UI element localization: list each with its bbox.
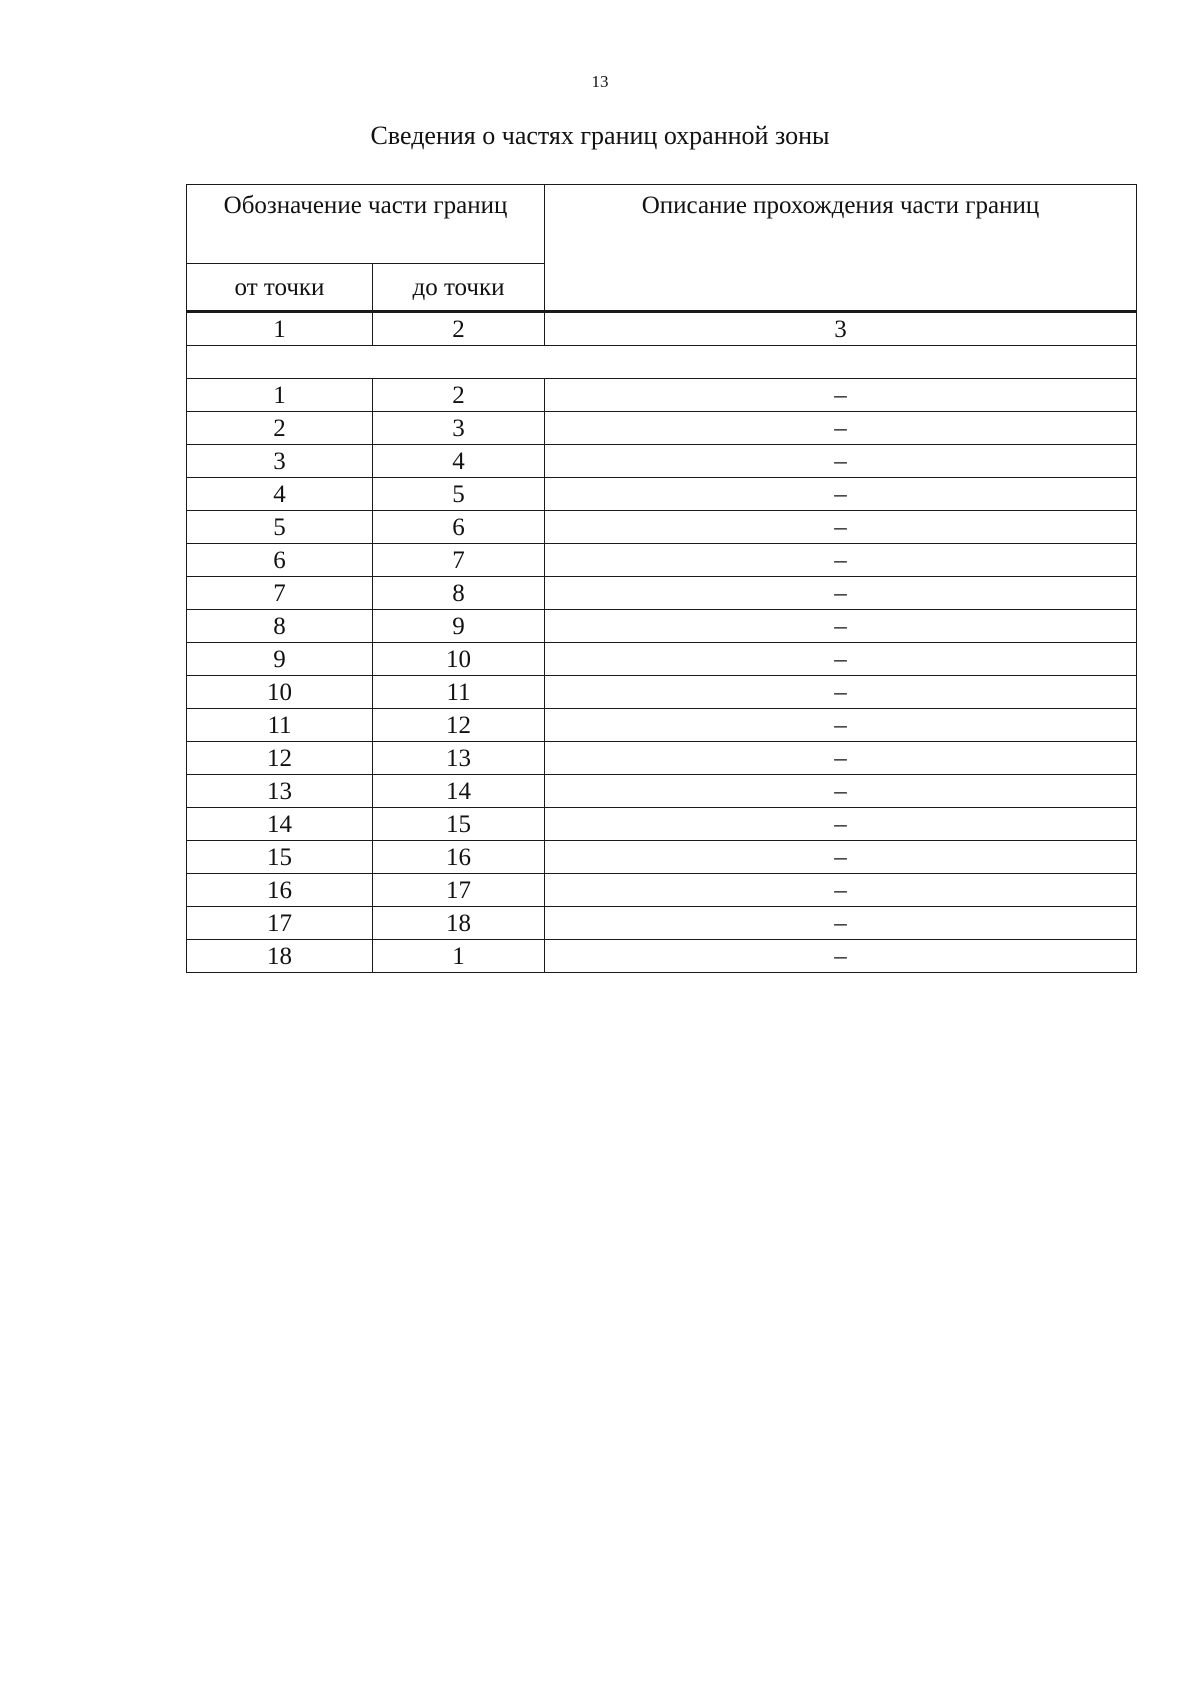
description-cell: – bbox=[545, 874, 1137, 907]
to-point-cell: 5 bbox=[373, 478, 545, 511]
to-point-cell: 14 bbox=[373, 775, 545, 808]
page-number: 13 bbox=[591, 72, 609, 91]
description-cell: – bbox=[545, 643, 1137, 676]
description-cell: – bbox=[545, 940, 1137, 973]
from-point-cell: 17 bbox=[187, 907, 373, 940]
header-description: Описание прохождения части границ bbox=[545, 185, 1137, 312]
table-row bbox=[187, 610, 1137, 643]
to-point-cell: 6 bbox=[373, 511, 545, 544]
column-number-row bbox=[187, 312, 1137, 346]
table-row bbox=[187, 643, 1137, 676]
table-row bbox=[187, 511, 1137, 544]
column-number-3: 3 bbox=[545, 312, 1137, 346]
table-row bbox=[187, 775, 1137, 808]
to-point-cell: 8 bbox=[373, 577, 545, 610]
empty-cell bbox=[187, 346, 1137, 379]
page-title: Сведения о частях границ охранной зоны bbox=[370, 121, 830, 150]
description-cell: – bbox=[545, 775, 1137, 808]
from-point-cell: 6 bbox=[187, 544, 373, 577]
to-point-cell: 13 bbox=[373, 742, 545, 775]
description-cell: – bbox=[545, 412, 1137, 445]
column-number-2: 2 bbox=[373, 312, 545, 346]
to-point-cell: 11 bbox=[373, 676, 545, 709]
from-point-cell: 7 bbox=[187, 577, 373, 610]
from-point-cell: 10 bbox=[187, 676, 373, 709]
from-point-cell: 4 bbox=[187, 478, 373, 511]
table-row bbox=[187, 478, 1137, 511]
from-point-cell: 2 bbox=[187, 412, 373, 445]
table-row bbox=[187, 676, 1137, 709]
from-point-cell: 3 bbox=[187, 445, 373, 478]
from-point-cell: 13 bbox=[187, 775, 373, 808]
to-point-cell: 2 bbox=[373, 379, 545, 412]
table-row bbox=[187, 940, 1137, 973]
table-row bbox=[187, 445, 1137, 478]
from-point-cell: 9 bbox=[187, 643, 373, 676]
table-row bbox=[187, 412, 1137, 445]
description-cell: – bbox=[545, 709, 1137, 742]
header-designation: Обозначение части границ bbox=[187, 185, 545, 264]
description-cell: – bbox=[545, 742, 1137, 775]
to-point-cell: 12 bbox=[373, 709, 545, 742]
to-point-cell: 7 bbox=[373, 544, 545, 577]
from-point-cell: 12 bbox=[187, 742, 373, 775]
to-point-cell: 1 bbox=[373, 940, 545, 973]
description-cell: – bbox=[545, 379, 1137, 412]
table-row bbox=[187, 841, 1137, 874]
description-cell: – bbox=[545, 478, 1137, 511]
table-row bbox=[187, 709, 1137, 742]
empty-row bbox=[187, 346, 1137, 379]
from-point-cell: 8 bbox=[187, 610, 373, 643]
from-point-cell: 1 bbox=[187, 379, 373, 412]
to-point-cell: 17 bbox=[373, 874, 545, 907]
table-row bbox=[187, 379, 1137, 412]
table-row bbox=[187, 742, 1137, 775]
from-point-cell: 15 bbox=[187, 841, 373, 874]
description-cell: – bbox=[545, 610, 1137, 643]
description-cell: – bbox=[545, 577, 1137, 610]
to-point-cell: 9 bbox=[373, 610, 545, 643]
description-cell: – bbox=[545, 676, 1137, 709]
table-row bbox=[187, 577, 1137, 610]
description-cell: – bbox=[545, 907, 1137, 940]
description-cell: – bbox=[545, 511, 1137, 544]
description-cell: – bbox=[545, 445, 1137, 478]
table-row bbox=[187, 544, 1137, 577]
from-point-cell: 11 bbox=[187, 709, 373, 742]
boundary-parts-table bbox=[186, 184, 1137, 973]
header-row bbox=[187, 185, 1137, 264]
description-cell: – bbox=[545, 808, 1137, 841]
from-point-cell: 16 bbox=[187, 874, 373, 907]
column-number-1: 1 bbox=[187, 312, 373, 346]
from-point-cell: 18 bbox=[187, 940, 373, 973]
from-point-cell: 5 bbox=[187, 511, 373, 544]
header-to-point: до точки bbox=[373, 264, 545, 312]
from-point-cell: 14 bbox=[187, 808, 373, 841]
description-cell: – bbox=[545, 841, 1137, 874]
header-from-point: от точки bbox=[187, 264, 373, 312]
to-point-cell: 10 bbox=[373, 643, 545, 676]
to-point-cell: 15 bbox=[373, 808, 545, 841]
to-point-cell: 18 bbox=[373, 907, 545, 940]
table-row bbox=[187, 808, 1137, 841]
table-row bbox=[187, 874, 1137, 907]
to-point-cell: 4 bbox=[373, 445, 545, 478]
to-point-cell: 16 bbox=[373, 841, 545, 874]
table-row bbox=[187, 907, 1137, 940]
description-cell: – bbox=[545, 544, 1137, 577]
to-point-cell: 3 bbox=[373, 412, 545, 445]
